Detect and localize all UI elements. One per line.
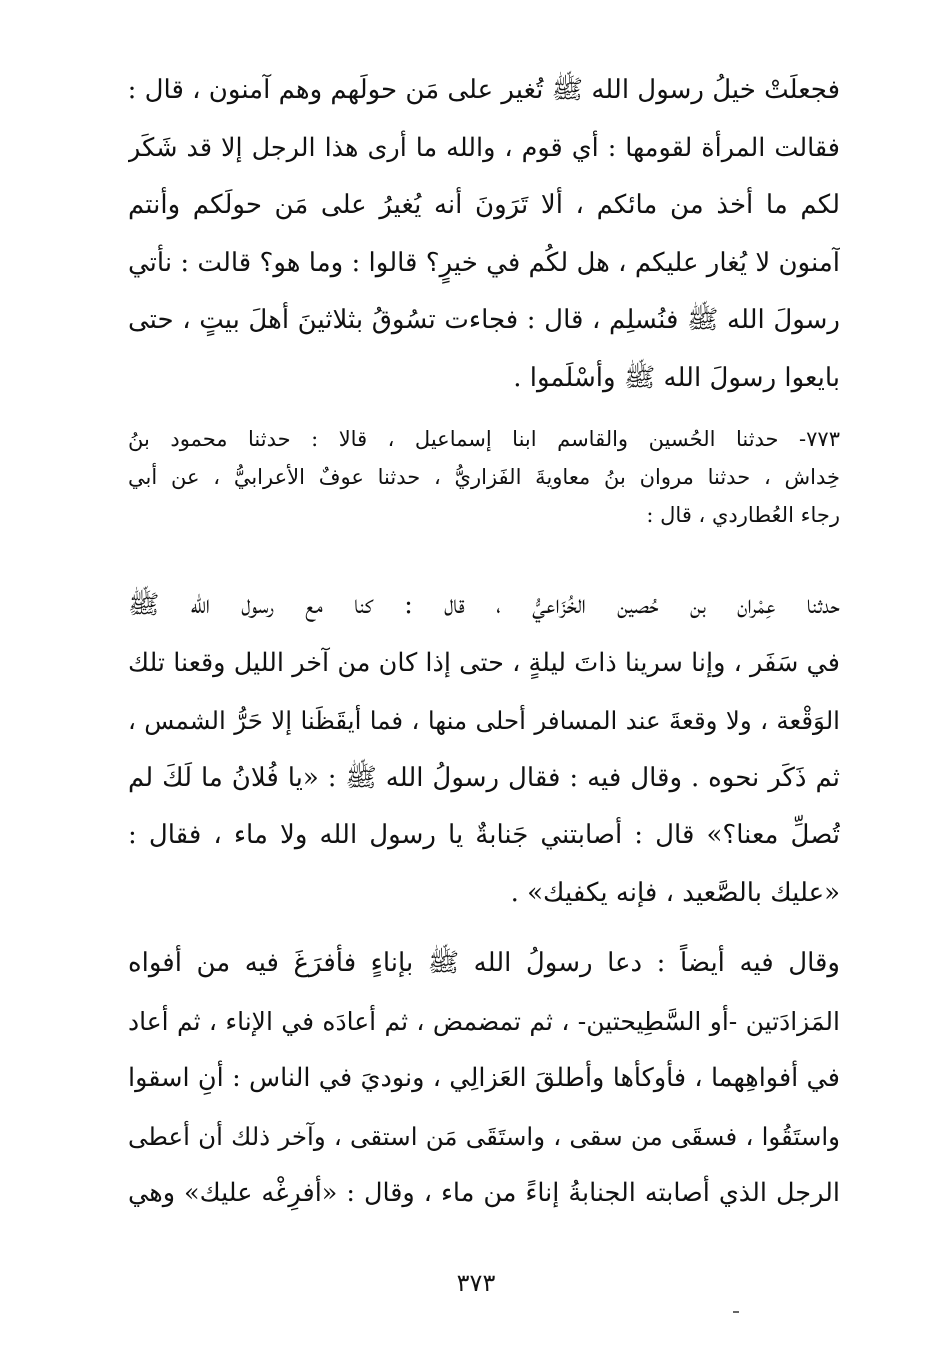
- isnad-line: خِداش ، حدثنا مروان بنُ معاويةَ الفَزاريُّ ، حدثنا عوفٌ الأعرابيُّ ، عن أبي: [128, 465, 840, 489]
- isnad-line: رجاء العُطاردي ، قال :: [646, 503, 840, 527]
- text-line: المَزادَتين -أو السَّطِيحتين- ، ثم تمضمض ، ثم أعادَه في الإناء ، ثم أعاد: [128, 1006, 840, 1036]
- text-line: في سَفَر ، وإنا سرينا ذاتَ ليلةٍ ، حتى إذا كان من آخر الليل وقعنا تلك: [128, 647, 840, 678]
- text-line: حدثنا عِمْران بن حُصين الخُزَاعيُّ ، قال : كنا مع رسول الله ﷺ: [128, 590, 840, 620]
- text-line: فجعلَتْ خيلُ رسول الله ﷺ تُغير على مَن حولَهم وهم آمنون ، قال :: [128, 75, 840, 105]
- text-line: آمنون لا يُغار عليكم ، هل لكُم في خيرٍ؟ قالوا : وما هو؟ قالت : نأتي: [128, 247, 840, 278]
- text-line: بايعوا رسولَ الله ﷺ وأسْلَموا .: [513, 362, 840, 393]
- text-line: واستَقُوا ، فسقَى من سقى ، واستَقَى مَن استقى ، وآخر ذلك أن أعطى: [128, 1121, 840, 1151]
- page-number: ٣٧٣: [456, 1269, 496, 1297]
- scan-speck: [733, 1311, 739, 1313]
- text-line: فقالت المرأة لقومها : أي قوم ، والله ما أرى هذا الرجل إلا قد شَكَر: [128, 132, 840, 163]
- text-line: الوَقْعة ، ولا وقعةَ عند المسافر أحلى منها ، فما أيقَظَنا إلا حَرُّ الشمس ،: [128, 706, 840, 735]
- text-line: في أفواهِهما ، فأوكأها وأطلقَ العَزالِي ، ونوديَ في الناس : أنِ اسقوا: [128, 1063, 840, 1093]
- paragraph-1: [128, 62, 840, 407]
- paragraph-3: [128, 935, 840, 1223]
- isnad-line: ٧٧٣- حدثنا الحُسين والقاسم ابنا إسماعيل ، قالا : حدثنا محمود بنُ: [128, 427, 840, 451]
- text-line: «عليك بالصَّعيد ، فإنه يكفيك» .: [510, 877, 840, 908]
- hadith-chain-773: [128, 420, 840, 534]
- text-line: الرجل الذي أصابته الجنابةُ إناءً من ماء ، وقال : «أفرِغْه عليك» وهي: [128, 1178, 840, 1208]
- text-line: تُصلِّ معنا؟» قال : أصابتني جَنابةٌ يا رسول الله ولا ماء ، فقال :: [128, 820, 840, 850]
- text-line: وقال فيه أيضاً : دعا رسولُ الله ﷺ بإناءٍ فأفرَغَ فيه من أفواه: [128, 948, 840, 978]
- paragraph-2: [128, 577, 840, 922]
- text-line: لكم ما أخذ من مائكم ، ألا تَرَونَ أنه يُغيرُ على مَن حولَكم وأنتم: [128, 190, 840, 220]
- text-line: ثم ذَكَر نحوه . وقال فيه : فقال رسولُ الله ﷺ : «يا فُلانُ ما لَكَ لم: [128, 762, 840, 793]
- text-line: رسولَ الله ﷺ فنُسلِم ، قال : فجاءت تسُوقُ بثلاثينَ أهلَ بيتٍ ، حتى: [128, 305, 840, 335]
